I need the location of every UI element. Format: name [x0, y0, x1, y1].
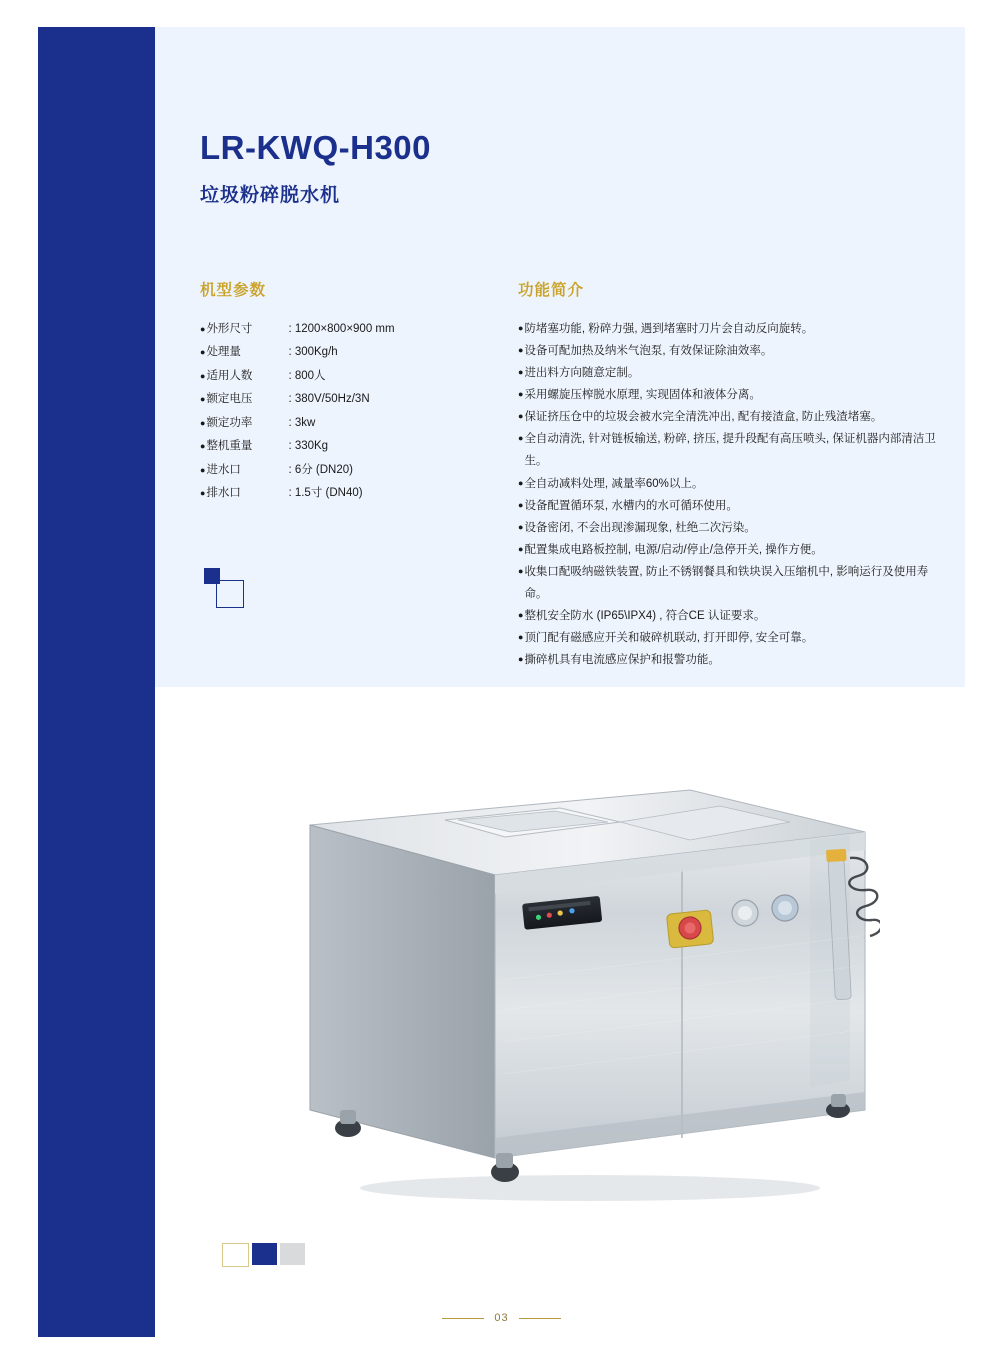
spec-value: : 330Kg [288, 440, 329, 453]
list-item [518, 605, 940, 627]
feature-text: 设备配置循环泵, 水槽内的水可循环使用。 [524, 499, 738, 512]
bullet-icon: ● [518, 367, 524, 378]
specs-list [200, 318, 518, 506]
bullet-icon: ● [518, 632, 524, 643]
feature-text: 采用螺旋压榨脱水原理, 实现固体和液体分离。 [524, 389, 761, 402]
spec-value: : 380V/50Hz/3N [288, 393, 370, 406]
bullet-icon: ● [200, 417, 206, 428]
bullet-icon: ● [518, 654, 524, 665]
bullet-icon: ● [518, 521, 524, 532]
spec-row [200, 435, 518, 458]
brand-logo-mark [204, 568, 244, 608]
features-column [518, 278, 940, 671]
specs-column [200, 278, 518, 671]
bullet-icon: ● [200, 394, 206, 405]
feature-text: 整机安全防水 (IP65\IPX4) , 符合CE 认证要求。 [524, 610, 766, 623]
spec-label: 额定功率 [206, 416, 253, 429]
feature-text: 设备密闭, 不会出现渗漏现象, 杜绝二次污染。 [524, 521, 756, 534]
spec-value: : 3kw [288, 416, 316, 429]
list-item [518, 495, 940, 517]
bullet-icon: ● [518, 433, 524, 444]
bullet-icon: ● [518, 477, 524, 488]
feature-text: 全自动减料处理, 减量率60%以上。 [524, 477, 704, 490]
spec-value: : 6分 (DN20) [288, 463, 353, 476]
list-item [518, 318, 940, 340]
spec-label: 额定电压 [206, 393, 253, 406]
spec-label: 排水口 [206, 487, 241, 500]
bullet-icon: ● [518, 323, 524, 333]
logo-square-outline-icon [216, 580, 244, 608]
bullet-icon: ● [518, 499, 524, 510]
spec-label: 整机重量 [206, 440, 253, 453]
feature-text: 撕碎机具有电流感应保护和报警功能。 [524, 654, 720, 667]
page-number: 03 [494, 1312, 509, 1324]
spec-row [200, 365, 518, 388]
bullet-icon: ● [200, 441, 206, 452]
feature-text: 设备可配加热及纳米气泡泵, 有效保证除油效率。 [524, 345, 773, 358]
spec-label: 外形尺寸 [206, 323, 253, 335]
bullet-icon: ● [200, 464, 206, 475]
bullet-icon: ● [200, 488, 206, 499]
spec-value: : 300Kg/h [288, 346, 338, 359]
footer-rule-right [519, 1318, 561, 1319]
content-columns [200, 278, 940, 671]
left-blue-sidebar [38, 27, 155, 1337]
spec-row [200, 341, 518, 364]
bullet-icon: ● [200, 347, 206, 358]
spec-value: : 800人 [288, 369, 326, 382]
spec-row [200, 318, 518, 341]
bullet-icon: ● [518, 411, 524, 422]
bullet-icon: ● [518, 610, 524, 621]
list-item [518, 561, 940, 605]
bullet-icon: ● [518, 565, 524, 576]
features-heading: 功能简介 [518, 282, 585, 299]
spec-value: : 1.5寸 (DN40) [288, 487, 363, 500]
title-block [200, 130, 920, 207]
swatch-white [222, 1243, 249, 1267]
list-item [518, 627, 940, 649]
list-item [518, 340, 940, 362]
feature-text: 保证挤压仓中的垃圾会被水完全清洗冲出, 配有接渣盒, 防止残渣堵塞。 [524, 411, 883, 424]
model-subtitle: 垃圾粉碎脱水机 [200, 185, 341, 207]
list-item [518, 473, 940, 495]
swatch-blue [252, 1243, 277, 1265]
feature-text: 收集口配吸纳磁铁装置, 防止不锈钢餐具和铁块误入压缩机中, 影响运行及使用寿命。 [524, 565, 929, 600]
list-item [518, 539, 940, 561]
footer-rule-left [442, 1318, 484, 1319]
feature-text: 进出料方向随意定制。 [524, 367, 640, 380]
spec-row [200, 482, 518, 505]
bullet-icon: ● [200, 324, 206, 334]
model-title: LR-KWQ-H300 [200, 129, 432, 166]
bullet-icon: ● [200, 370, 206, 381]
spec-value: : 1200×800×900 mm [288, 323, 395, 335]
spec-row [200, 459, 518, 482]
spec-label: 处理量 [206, 346, 241, 359]
list-item [518, 517, 940, 539]
bullet-icon: ● [518, 389, 524, 400]
spec-label: 适用人数 [206, 369, 253, 382]
features-list [518, 318, 940, 671]
list-item [518, 384, 940, 406]
specs-heading: 机型参数 [200, 282, 267, 299]
product-photo [290, 780, 880, 1210]
spec-row [200, 388, 518, 411]
list-item [518, 649, 940, 671]
feature-text: 全自动清洗, 针对链板输送, 粉碎, 挤压, 提升段配有高压喷头, 保证机器内部清洁卫生。 [524, 433, 936, 468]
list-item [518, 362, 940, 384]
list-item [518, 428, 940, 472]
bullet-icon: ● [518, 345, 524, 356]
color-swatches [222, 1243, 308, 1267]
feature-text: 防堵塞功能, 粉碎力强, 遇到堵塞时刀片会自动反向旋转。 [524, 323, 814, 335]
feature-text: 顶门配有磁感应开关和破碎机联动, 打开即停, 安全可靠。 [524, 632, 814, 645]
list-item [518, 406, 940, 428]
spec-label: 进水口 [206, 463, 241, 476]
spec-row [200, 412, 518, 435]
bullet-icon: ● [518, 543, 524, 554]
swatch-gray [280, 1243, 305, 1265]
page-footer [0, 1312, 1003, 1324]
feature-text: 配置集成电路板控制, 电源/启动/停止/急停开关, 操作方便。 [524, 543, 823, 556]
